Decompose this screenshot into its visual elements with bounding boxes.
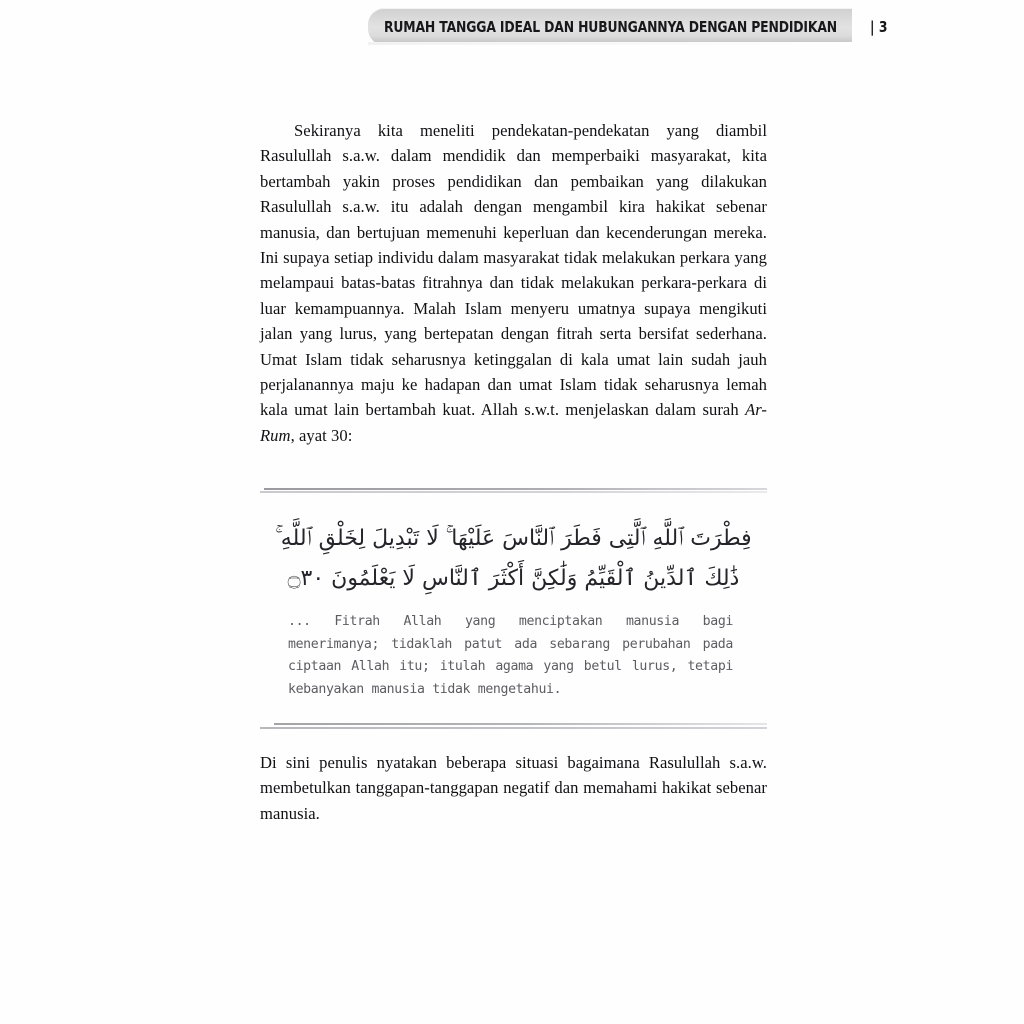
quote-bottom-divider <box>260 723 767 733</box>
verse-translation: ... Fitrah Allah yang menciptakan manusia bagi menerimanya; tidaklah patut ada sebarang perubahan pada ciptaan Allah itu; itulah agama yang betul lurus, tetapi kebanyakan manusia tidak mengetahui. <box>288 614 733 697</box>
arabic-verse-line-2: ذَٰلِكَ ٱلدِّينُ ٱلْقَيِّمُ وَلَٰكِنَّ أَكْثَرَ ٱلنَّاسِ لَا يَعْلَمُونَ ۝٣٠ <box>287 566 740 591</box>
divider-line-primary <box>274 723 767 725</box>
body-content <box>260 118 767 448</box>
surah-name: Ar-Rum <box>260 400 767 445</box>
paragraph-1 <box>260 118 767 448</box>
paragraph-1-text: Sekiranya kita meneliti pendekatan-pendekatan yang diambil Rasulullah s.a.w. dalam mendidik dan memperbaiki masyarakat, kita bertambah yakin proses pendidikan dan pembaikan yang dilakukan Rasulullah s.a.w. itu adalah dengan mengambil kira hakikat sebenar manusia, dan bertujuan memenuhi keperluan dan kecenderungan mereka. Ini supaya setiap individu dalam masyarakat tidak melakukan perkara yang melampaui batas-batas fitrahnya dan tidak melakukan perkara-perkara di luar kemampuannya. Malah Islam menyeru umatnya supaya mengikuti jalan yang lurus, yang bertepatan dengan fitrah serta bersifat sederhana. Umat Islam tidak seharusnya ketinggalan di kala umat lain sudah jauh perjalanannya maju ke hadapan dan umat Islam tidak seharusnya lemah kala umat lain bertambah kuat. Allah s.w.t. menjelaskan dalam surah <box>260 121 767 420</box>
paragraph-1-tail: , ayat 30: <box>290 425 353 445</box>
page-number: 3 <box>879 17 888 36</box>
running-header-bar <box>368 8 888 45</box>
arabic-verse-line-1: فِطْرَتَ ٱللَّهِ ٱلَّتِى فَطَرَ ٱلنَّاسَ عَلَيْهَا ۚ لَا تَبْدِيلَ لِخَلْقِ ٱللَّهِ ۚ <box>275 526 752 551</box>
closing-content <box>260 750 767 826</box>
page-number-group <box>862 18 888 36</box>
paragraph-2: Di sini penulis nyatakan beberapa situasi bagaimana Rasulullah s.a.w. membetulkan tanggapan-tanggapan negatif dan memahami hakikat sebenar manusia. <box>260 753 767 823</box>
header-separator: | <box>870 17 875 36</box>
divider-line-secondary <box>260 727 767 729</box>
quote-top-divider <box>260 488 767 497</box>
running-header-content <box>368 8 888 45</box>
quotation-block <box>260 488 767 733</box>
divider-line-secondary <box>260 491 767 493</box>
divider-line-primary <box>264 488 767 490</box>
running-header-title: RUMAH TANGGA IDEAL DAN HUBUNGANNYA DENGAN PENDIDIKAN <box>384 17 837 36</box>
arabic-verse <box>260 519 767 599</box>
